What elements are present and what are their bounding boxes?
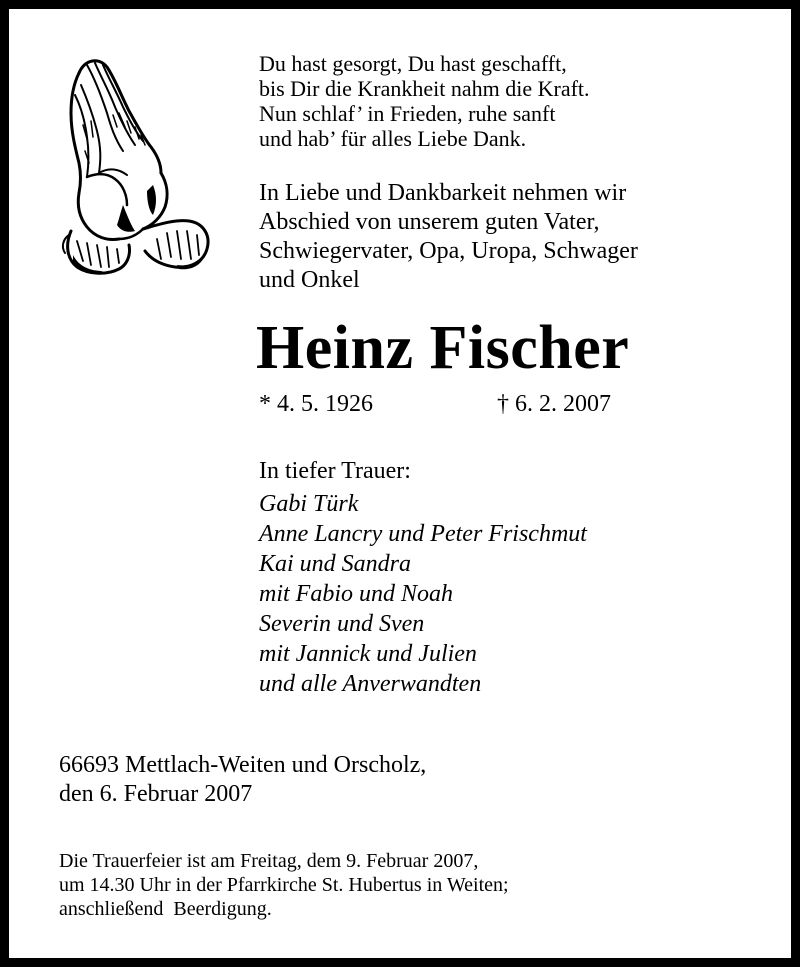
mourner-entry: Kai und Sandra <box>259 551 412 577</box>
poem-line: bis Dir die Krankheit nahm die Kraft. <box>259 76 590 101</box>
mourner-entry: mit Jannick und Julien <box>259 641 477 667</box>
mourner-entry: mit Fabio und Noah <box>259 581 454 607</box>
intro-line: Abschied von unserem guten Vater, <box>259 209 600 235</box>
service-line: Die Trauerfeier ist am Freitag, dem 9. Februar 2007, <box>59 850 479 872</box>
mourner-entry: und alle Anverwandten <box>259 671 482 697</box>
farewell-intro <box>259 179 638 295</box>
deceased-name: Heinz Fischer <box>256 314 630 382</box>
memorial-poem <box>259 51 590 151</box>
mourner-entry: Gabi Türk <box>259 491 359 517</box>
mourners-list <box>259 489 587 699</box>
intro-line: Schwiegervater, Opa, Uropa, Schwager <box>259 238 638 264</box>
intro-line: In Liebe und Dankbarkeit nehmen wir <box>259 180 627 206</box>
service-line: anschließend Beerdigung. <box>59 898 272 920</box>
poem-line: Nun schlaf’ in Frieden, ruhe sanft <box>259 101 556 126</box>
service-line: um 14.30 Uhr in der Pfarrkirche St. Hubertus in Weiten; <box>59 874 509 896</box>
mourner-entry: Anne Lancry und Peter Frischmut <box>259 521 587 547</box>
mourning-label: In tiefer Trauer: <box>259 458 411 484</box>
intro-line: und Onkel <box>259 267 360 293</box>
funeral-service-info <box>59 849 509 921</box>
place-and-date <box>59 751 426 809</box>
mourner-entry: Severin und Sven <box>259 611 425 637</box>
poem-line: Du hast gesorgt, Du hast geschafft, <box>259 51 567 76</box>
place-line: 66693 Mettlach-Weiten und Orscholz, <box>59 752 427 778</box>
date-line: den 6. Februar 2007 <box>59 781 253 807</box>
birth-date: * 4. 5. 1926 <box>259 391 373 417</box>
death-date: † 6. 2. 2007 <box>497 391 611 417</box>
poem-line: und hab’ für alles Liebe Dank. <box>259 126 527 151</box>
praying-hands-icon <box>57 55 212 277</box>
